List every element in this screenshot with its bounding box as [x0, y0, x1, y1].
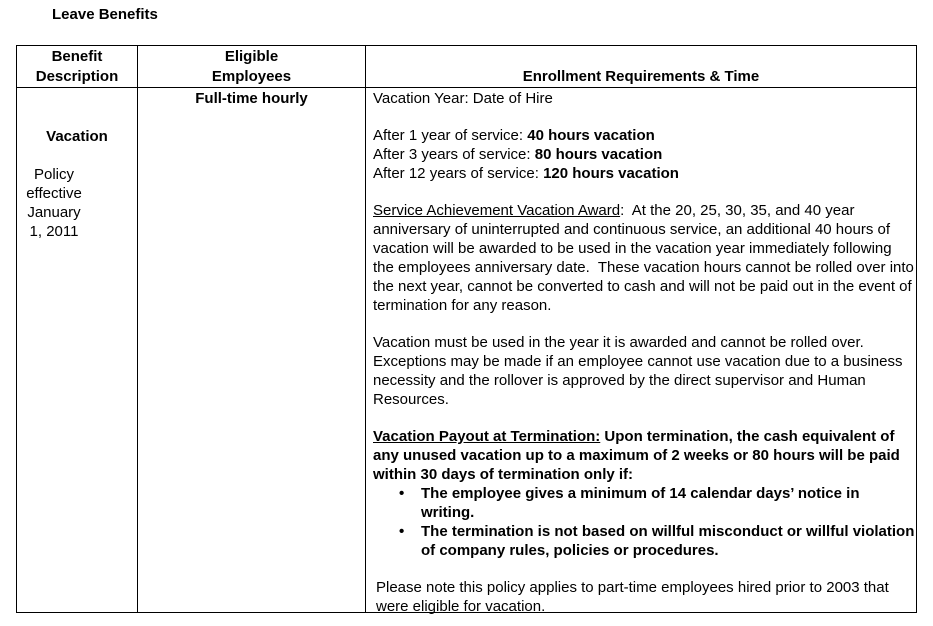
service-tier-2: After 3 years of service: 80 hours vacation — [373, 146, 663, 163]
use-requirement: Vacation must be used in the year it is awarded and cannot be rolled over. Exceptions may be made if an employee cannot use vacation due to a business necessity and the rollover is approved by the direct supervisor and Human Resources. — [373, 334, 903, 408]
eligible-employees-value: Full-time hourly — [195, 90, 308, 107]
header-eligible-employees: Eligible Employees — [211, 48, 292, 85]
vacation-year: Vacation Year: Date of Hire — [373, 90, 553, 107]
payout-at-termination: Vacation Payout at Termination: Upon termination, the cash equivalent of any unused vacation up to a maximum of 2 weeks or 80 hours will be paid within 30 days of termination only if: • The employee gives a minimum of 14 calendar days’ notice in writing. • The termination is not based on willful misconduct or willful violation of company rules, policies or procedures. — [373, 427, 915, 560]
benefit-name: Vacation — [46, 128, 108, 145]
service-tier-3: After 12 years of service: 120 hours vacation — [373, 165, 679, 182]
header-divider — [17, 87, 916, 88]
service-achievement-award: Service Achievement Vacation Award: At the 20, 25, 30, 35, and 40 year anniversary of uninterrupted and continuous service, an additional 40 hours of vacation will be awarded to be used in the vacation year immediately following the employees anniversary date. These vacation hours cannot be rolled over into the next year, cannot be converted to cash and will not be paid out in the event of termination for any reason. — [373, 202, 919, 314]
list-item: • The employee gives a minimum of 14 calendar days’ notice in writing. — [421, 484, 915, 522]
service-tiers — [373, 126, 915, 183]
payout-heading: Vacation Payout at Termination: — [373, 428, 601, 445]
header-benefit-description: Benefit Description — [35, 48, 119, 85]
column-divider — [137, 46, 138, 612]
award-heading: Service Achievement Vacation Award — [373, 202, 621, 219]
column-divider — [365, 46, 366, 612]
page-title: Leave Benefits — [52, 6, 158, 23]
enrollment-details — [373, 89, 919, 616]
payout-conditions-list — [373, 484, 915, 560]
header-enrollment-requirements: Enrollment Requirements & Time — [522, 68, 760, 85]
list-item: • The termination is not based on willful misconduct or willful violation of company rules, policies or procedures. — [421, 522, 915, 560]
part-time-note: Please note this policy applies to part-time employees hired prior to 2003 that were eligible for vacation. — [376, 579, 889, 615]
leave-benefits-table — [16, 45, 917, 613]
service-tier-1: After 1 year of service: 40 hours vacation — [373, 127, 655, 144]
policy-effective-date: Policy effective January 1, 2011 — [26, 166, 82, 240]
